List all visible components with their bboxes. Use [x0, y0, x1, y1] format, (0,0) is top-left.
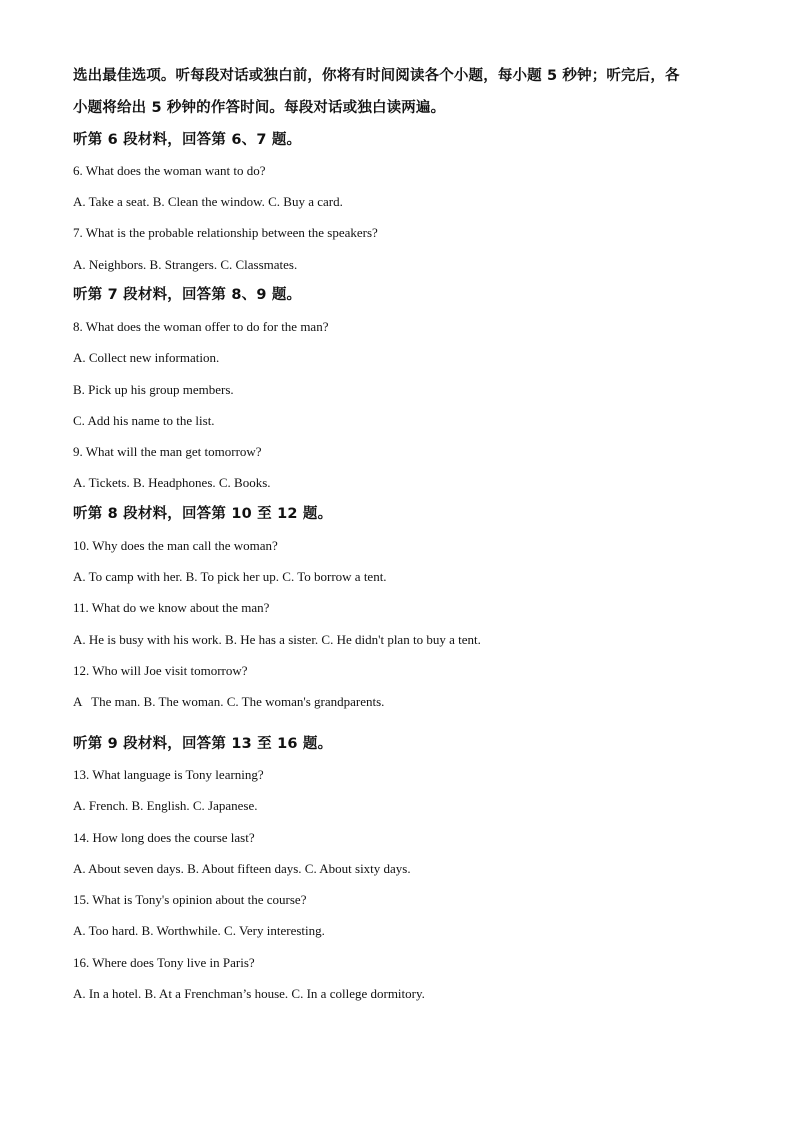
- section-heading-6: 听第 6 段材料，回答第 6、7 题。: [73, 132, 302, 148]
- question-8-option-c: C. Add his name to the list.: [73, 413, 215, 428]
- instructions-line-1: 选出最佳选项。听每段对话或独白前，你将有时间阅读各个小题，每小题 5 秒钟；听完后，各: [73, 68, 680, 84]
- question-8-option-a: A. Collect new information.: [73, 350, 220, 365]
- section-heading-9: 听第 9 段材料，回答第 13 至 16 题。: [73, 736, 333, 752]
- section-heading-7: 听第 7 段材料，回答第 8、9 题。: [73, 287, 302, 303]
- question-8: 8. What does the woman offer to do for the man?: [73, 319, 329, 334]
- question-14-options: A. About seven days. B. About fifteen days. C. About sixty days.: [73, 861, 411, 876]
- question-9: 9. What will the man get tomorrow?: [73, 444, 262, 459]
- question-7: 7. What is the probable relationship between the speakers?: [73, 225, 378, 240]
- question-14: 14. How long does the course last?: [73, 830, 255, 845]
- question-6: 6. What does the woman want to do?: [73, 163, 266, 178]
- question-12: 12. Who will Joe visit tomorrow?: [73, 663, 248, 678]
- question-15: 15. What is Tony's opinion about the course?: [73, 892, 307, 907]
- question-8-option-b: B. Pick up his group members.: [73, 382, 234, 397]
- question-16: 16. Where does Tony live in Paris?: [73, 955, 255, 970]
- section-heading-8: 听第 8 段材料，回答第 10 至 12 题。: [73, 506, 333, 522]
- question-11: 11. What do we know about the man?: [73, 600, 270, 615]
- question-10: 10. Why does the man call the woman?: [73, 538, 278, 553]
- question-9-options: A. Tickets. B. Headphones. C. Books.: [73, 475, 271, 490]
- question-12-options: A The man. B. The woman. C. The woman's grandparents.: [73, 694, 385, 709]
- instructions-line-2: 小题将给出 5 秒钟的作答时间。每段对话或独白读两遍。: [73, 100, 446, 116]
- question-10-options: A. To camp with her. B. To pick her up. C. To borrow a tent.: [73, 569, 387, 584]
- question-15-options: A. Too hard. B. Worthwhile. C. Very interesting.: [73, 923, 325, 938]
- question-13-options: A. French. B. English. C. Japanese.: [73, 798, 258, 813]
- question-11-options: A. He is busy with his work. B. He has a sister. C. He didn't plan to buy a tent.: [73, 632, 481, 647]
- question-6-options: A. Take a seat. B. Clean the window. C. Buy a card.: [73, 194, 343, 209]
- question-7-options: A. Neighbors. B. Strangers. C. Classmates.: [73, 257, 298, 272]
- question-13: 13. What language is Tony learning?: [73, 767, 264, 782]
- question-16-options: A. In a hotel. B. At a Frenchman’s house. C. In a college dormitory.: [73, 986, 425, 1001]
